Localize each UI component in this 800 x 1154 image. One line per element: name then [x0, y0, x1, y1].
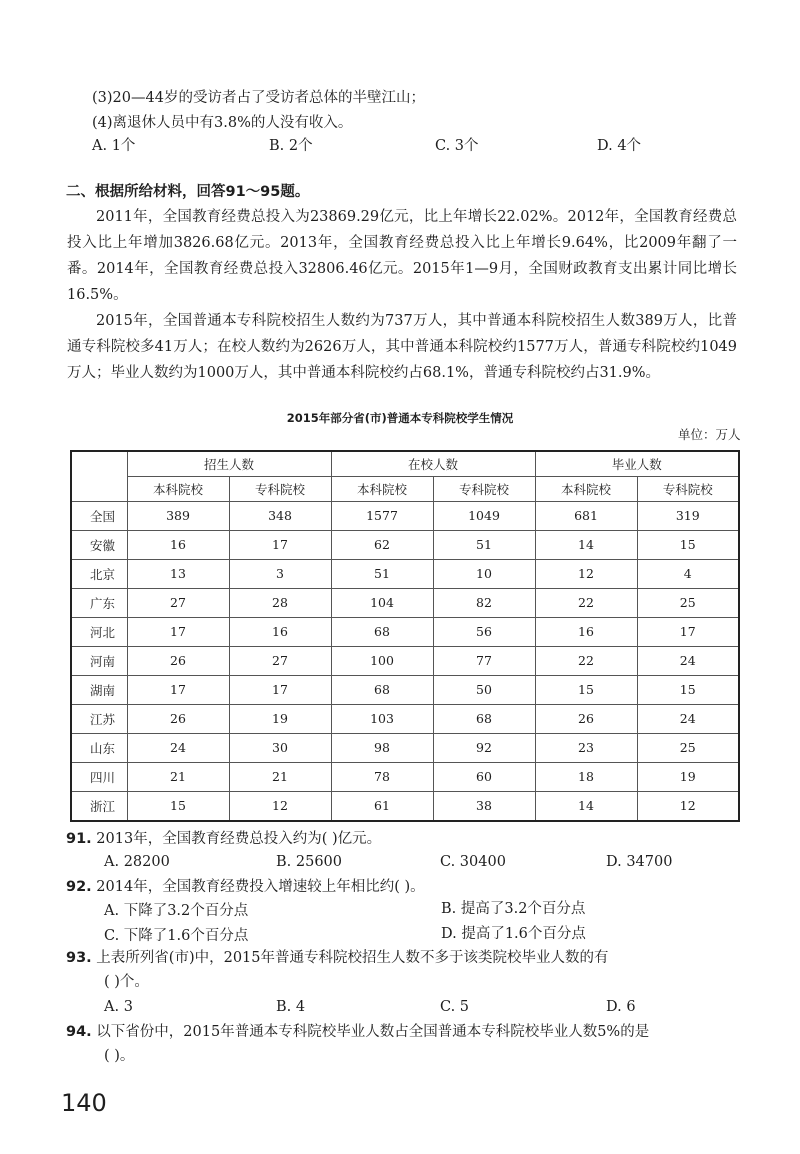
q93-option-a: A. 3	[104, 999, 133, 1015]
table-cell: 103	[331, 704, 433, 733]
subheader: 专科院校	[433, 477, 535, 502]
prev-item-3: (3)20—44岁的受访者占了受访者总体的半壁江山；	[92, 90, 425, 106]
subheader: 本科院校	[331, 477, 433, 502]
table-cell: 23	[535, 733, 637, 762]
table-cell: 10	[433, 559, 535, 588]
table-cell: 27	[127, 588, 229, 617]
table-cell: 15	[127, 791, 229, 821]
subheader: 本科院校	[127, 477, 229, 502]
q91-options	[104, 852, 672, 872]
table-cell: 50	[433, 675, 535, 704]
prev-option-c: C. 3个	[435, 138, 479, 154]
table-cell: 56	[433, 617, 535, 646]
row-label: 北京	[71, 559, 127, 588]
row-label: 浙江	[71, 791, 127, 821]
table-cell: 4	[637, 559, 739, 588]
row-label: 四川	[71, 762, 127, 791]
table-cell: 19	[637, 762, 739, 791]
question-number: 93.	[66, 950, 92, 966]
table-cell: 25	[637, 733, 739, 762]
q93-option-b: B. 4	[276, 999, 306, 1015]
q92-option-a: A. 下降了3.2个百分点	[104, 903, 249, 919]
table-cell: 25	[637, 588, 739, 617]
table-row	[71, 617, 739, 646]
q93-option-d: D. 6	[606, 999, 636, 1015]
table-cell: 78	[331, 762, 433, 791]
row-label: 安徽	[71, 530, 127, 559]
prev-item-4: (4)离退休人员中有3.8%的人没有收入。	[92, 115, 353, 131]
row-label: 广东	[71, 588, 127, 617]
prev-options	[92, 136, 641, 156]
table-cell: 68	[433, 704, 535, 733]
table-cell: 22	[535, 588, 637, 617]
table-cell: 14	[535, 791, 637, 821]
table-cell: 15	[637, 530, 739, 559]
q91-option-d: D. 34700	[606, 854, 673, 870]
q92-option-c: C. 下降了1.6个百分点	[104, 928, 249, 944]
subheader: 专科院校	[229, 477, 331, 502]
table-cell: 22	[535, 646, 637, 675]
material-paragraph-2: 2015年，全国普通本专科院校招生人数约为737万人，其中普通本科院校招生人数389万人，比普通专科院校多41万人；在校人数约为2626万人，其中普通本科院校约1577万人，普通专科院校约1049万人；毕业人数约为1000万人，其中普通本科院校约占68.1%，普通专科院校约占31.9%。	[67, 313, 737, 381]
header-group-graduates: 毕业人数	[535, 451, 739, 477]
table-cell: 26	[535, 704, 637, 733]
q94-blank: ( )。	[104, 1048, 135, 1064]
question-94	[66, 1022, 649, 1042]
row-label: 全国	[71, 502, 127, 531]
table-body	[71, 502, 739, 822]
table-cell: 30	[229, 733, 331, 762]
table-cell: 15	[535, 675, 637, 704]
row-label: 江苏	[71, 704, 127, 733]
table-row	[71, 559, 739, 588]
table-cell: 100	[331, 646, 433, 675]
q92-option-d: D. 提高了1.6个百分点	[441, 926, 586, 942]
table-cell: 24	[127, 733, 229, 762]
table-cell: 62	[331, 530, 433, 559]
table-row	[71, 530, 739, 559]
q91-option-a: A. 28200	[104, 854, 170, 870]
header-group-enrollment: 招生人数	[127, 451, 331, 477]
question-number: 92.	[66, 879, 92, 895]
table-cell: 68	[331, 675, 433, 704]
table-cell: 15	[637, 675, 739, 704]
table-row	[71, 762, 739, 791]
table-cell: 17	[637, 617, 739, 646]
table-cell: 681	[535, 502, 637, 531]
table-cell: 104	[331, 588, 433, 617]
table-cell: 18	[535, 762, 637, 791]
table-cell: 24	[637, 704, 739, 733]
table-cell: 12	[229, 791, 331, 821]
table-cell: 68	[331, 617, 433, 646]
table-cell: 16	[535, 617, 637, 646]
table-cell: 24	[637, 646, 739, 675]
table-cell: 51	[331, 559, 433, 588]
question-number: 91.	[66, 831, 92, 847]
prev-option-d: D. 4个	[597, 138, 642, 154]
table-title: 2015年部分省(市)普通本专科院校学生情况	[286, 411, 514, 425]
q93-blank: ( )个。	[104, 974, 149, 990]
table-cell: 16	[229, 617, 331, 646]
table-row	[71, 791, 739, 821]
corner-cell	[71, 451, 127, 502]
table-cell: 21	[229, 762, 331, 791]
table-row	[71, 704, 739, 733]
table-cell: 21	[127, 762, 229, 791]
table-cell: 348	[229, 502, 331, 531]
q93-options	[104, 997, 636, 1017]
question-93	[66, 948, 609, 968]
table-cell: 16	[127, 530, 229, 559]
student-table	[70, 450, 740, 822]
table-cell: 12	[637, 791, 739, 821]
table-unit: 单位：万人	[678, 427, 741, 442]
subheader: 专科院校	[637, 477, 739, 502]
page-number: 140	[61, 1089, 107, 1117]
question-text: 以下省份中，2015年普通本专科院校毕业人数占全国普通本专科院校毕业人数5%的是	[96, 1024, 650, 1040]
q93-option-c: C. 5	[440, 999, 470, 1015]
section-heading: 二、根据所给材料，回答91～95题。	[66, 184, 310, 200]
question-92	[66, 877, 425, 897]
table-cell: 27	[229, 646, 331, 675]
table-cell: 14	[535, 530, 637, 559]
question-text: 上表所列省(市)中，2015年普通专科院校招生人数不多于该类院校毕业人数的有	[96, 950, 609, 966]
table-cell: 3	[229, 559, 331, 588]
question-number: 94.	[66, 1024, 92, 1040]
table-cell: 13	[127, 559, 229, 588]
prev-option-a: A. 1个	[92, 138, 136, 154]
table-cell: 1577	[331, 502, 433, 531]
table-cell: 77	[433, 646, 535, 675]
table-row	[71, 733, 739, 762]
table-cell: 98	[331, 733, 433, 762]
row-label: 河南	[71, 646, 127, 675]
material-paragraph-1: 2011年，全国教育经费总投入为23869.29亿元，比上年增长22.02%。2012年，全国教育经费总投入比上年增加3826.68亿元。2013年，全国教育经费总投入比上年增长9.64%，比2009年翻了一番。2014年，全国教育经费总投入32806.46亿元。2015年1—9月，全国财政教育支出累计同比增长16.5%。	[67, 209, 737, 303]
table-row	[71, 646, 739, 675]
table-cell: 92	[433, 733, 535, 762]
table-cell: 19	[229, 704, 331, 733]
table-cell: 17	[229, 675, 331, 704]
table-cell: 1049	[433, 502, 535, 531]
table-cell: 51	[433, 530, 535, 559]
row-label: 山东	[71, 733, 127, 762]
table-cell: 82	[433, 588, 535, 617]
table-cell: 17	[127, 617, 229, 646]
table-cell: 28	[229, 588, 331, 617]
prev-option-b: B. 2个	[269, 138, 313, 154]
table-cell: 38	[433, 791, 535, 821]
subheader: 本科院校	[535, 477, 637, 502]
q91-option-b: B. 25600	[276, 854, 343, 870]
row-label: 湖南	[71, 675, 127, 704]
header-group-enrolled: 在校人数	[331, 451, 535, 477]
table-cell: 319	[637, 502, 739, 531]
question-91	[66, 829, 381, 849]
q92-option-b: B. 提高了3.2个百分点	[441, 901, 586, 917]
table-cell: 60	[433, 762, 535, 791]
question-text: 2013年，全国教育经费总投入约为( )亿元。	[96, 831, 382, 847]
question-text: 2014年，全国教育经费投入增速较上年相比约( )。	[96, 879, 425, 895]
table-cell: 17	[127, 675, 229, 704]
table-cell: 26	[127, 704, 229, 733]
q91-option-c: C. 30400	[440, 854, 506, 870]
table-row	[71, 588, 739, 617]
table-cell: 61	[331, 791, 433, 821]
table-row	[71, 675, 739, 704]
table-cell: 26	[127, 646, 229, 675]
row-label: 河北	[71, 617, 127, 646]
table-cell: 389	[127, 502, 229, 531]
table-row	[71, 502, 739, 531]
table-cell: 17	[229, 530, 331, 559]
table-cell: 12	[535, 559, 637, 588]
